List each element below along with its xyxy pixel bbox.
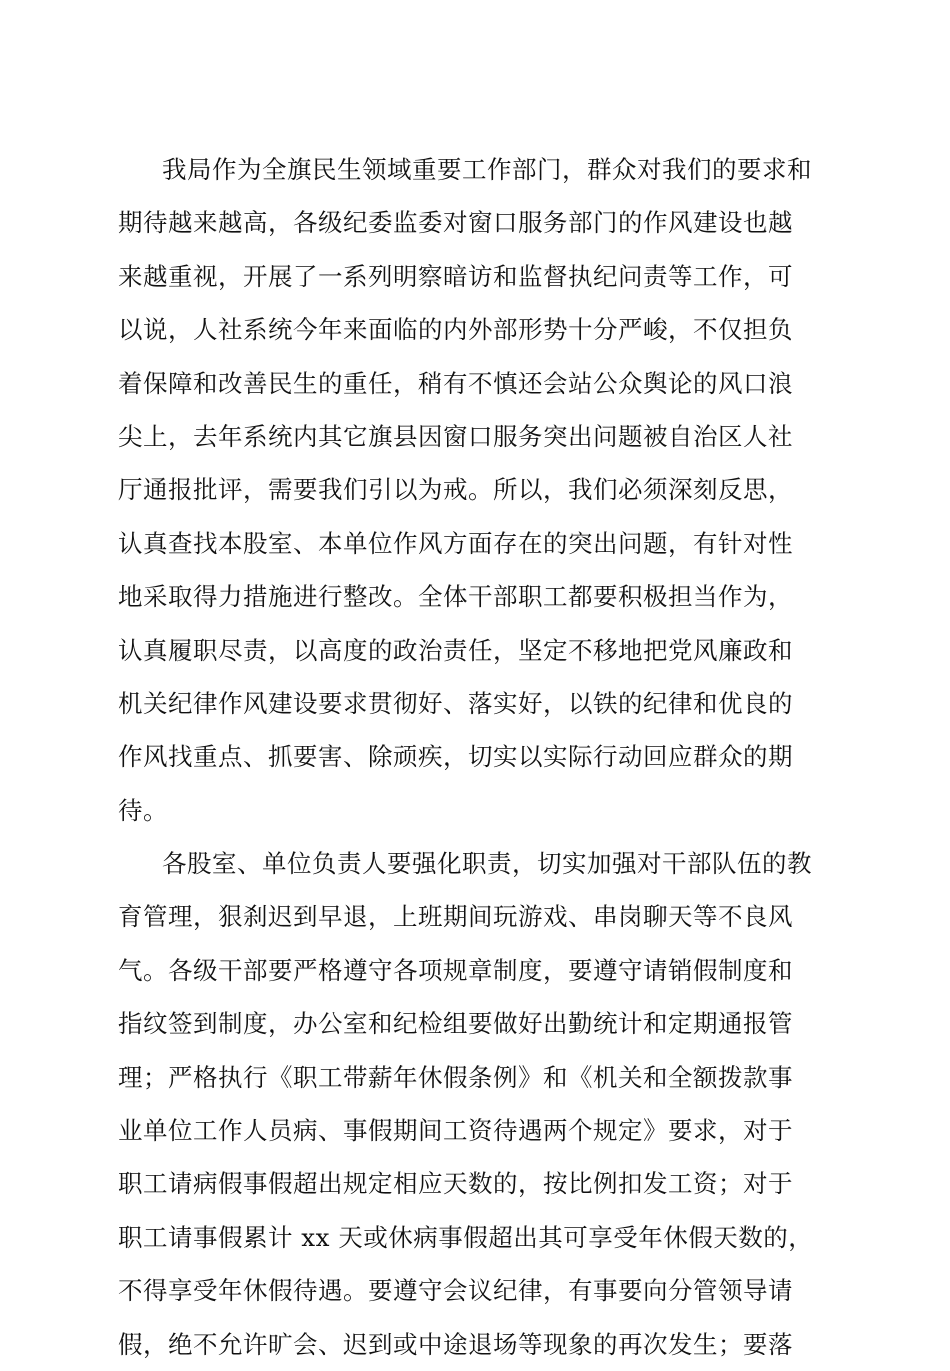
text-line: 我局作为全旗民生领域重要工作部门，群众对我们的要求和 (162, 155, 812, 184)
text-line: 作风找重点、抓要害、除顽疾，切实以实际行动回应群众的期 (118, 742, 793, 772)
text-line: 育管理，狠刹迟到早退，上班期间玩游戏、串岗聊天等不良风 (118, 902, 793, 932)
text-line: 机关纪律作风建设要求贯彻好、落实好，以铁的纪律和优良的 (118, 688, 793, 718)
text-line: 业单位工作人员病、事假期间工资待遇两个规定》要求，对于 (118, 1116, 793, 1146)
paragraph-1 (118, 143, 828, 837)
text-line: 指纹签到制度，办公室和纪检组要做好出勤统计和定期通报管 (118, 1009, 793, 1039)
text-line: 以说，人社系统今年来面临的内外部形势十分严峻，不仅担负 (118, 315, 793, 345)
text-line: 着保障和改善民生的重任，稍有不慎还会站公众舆论的风口浪 (118, 368, 793, 398)
text-line: 地采取得力措施进行整改。全体干部职工都要积极担当作为， (118, 582, 793, 612)
text-line: 尖上，去年系统内其它旗县因窗口服务突出问题被自治区人社 (118, 421, 793, 451)
text-line: 不得享受年休假待遇。要遵守会议纪律，有事要向分管领导请 (118, 1276, 793, 1306)
text-line: 假，绝不允许旷会、迟到或中途退场等现象的再次发生；要落 (118, 1329, 793, 1359)
text-line: 认真查找本股室、本单位作风方面存在的突出问题，有针对性 (118, 528, 793, 558)
text-line: 待。 (118, 795, 168, 825)
text-line: 各股室、单位负责人要强化职责，切实加强对干部队伍的教 (162, 849, 812, 879)
text-line: 认真履职尽责，以高度的政治责任，坚定不移地把党风廉政和 (118, 635, 793, 665)
text-line: 职工请病假事假超出规定相应天数的，按比例扣发工资；对于 (118, 1169, 793, 1199)
text-line: 理；严格执行《职工带薪年休假条例》和《机关和全额拨款事 (118, 1062, 793, 1092)
paragraph-2 (118, 837, 828, 1371)
text-line: 期待越来越高，各级纪委监委对窗口服务部门的作风建设也越 (118, 208, 793, 238)
text-line: 职工请事假累计 xx 天或休病事假超出其可享受年休假天数的， (118, 1222, 814, 1252)
text-line: 厅通报批评，需要我们引以为戒。所以，我们必须深刻反思， (118, 475, 793, 505)
document-page (118, 143, 828, 1371)
text-line: 来越重视，开展了一系列明察暗访和监督执纪问责等工作，可 (118, 261, 793, 291)
text-line: 气。各级干部要严格遵守各项规章制度，要遵守请销假制度和 (118, 955, 793, 985)
